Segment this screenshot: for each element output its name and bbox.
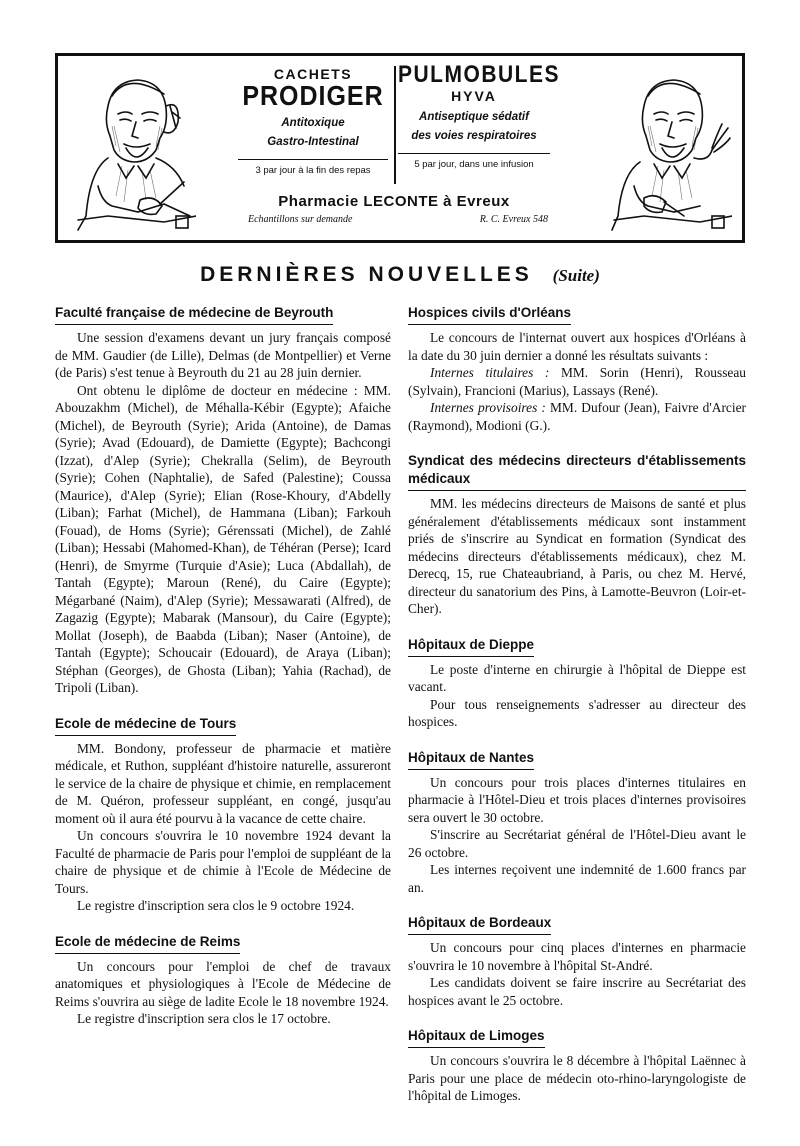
section-beyrouth xyxy=(55,304,391,697)
orleans-provisoires-label: Internes provisoires : xyxy=(430,400,546,415)
section-title-orleans: Hospices civils d'Orléans xyxy=(408,304,571,325)
advert-divider xyxy=(394,66,396,184)
prodiger-dosage: 3 par jour à la fin des repas xyxy=(238,159,388,176)
section-title-reims: Ecole de médecine de Reims xyxy=(55,933,240,954)
beyrouth-paragraph-1: Une session d'examens devant un jury français composé de MM. Gaudier (de Lille), Delmas (de Montpellier) et Verne (de Paris) s'est tenue à Beyrouth du 21 au 28 juin dernier. xyxy=(55,330,391,380)
orleans-titulaires-label: Internes titulaires : xyxy=(430,365,550,380)
section-syndicat xyxy=(408,452,746,618)
tours-paragraph-2: Un concours s'ouvrira le 10 novembre 1924 devant la Faculté de pharmacie de Paris pour l'emploi de suppléant de la chaire de physique et de chimie à l'Ecole de Médecine de Tours. xyxy=(55,828,391,896)
orleans-paragraph-1: Le concours de l'internat ouvert aux hospices d'Orléans à la date du 30 juin dernier a donné les résultats suivants : xyxy=(408,330,746,363)
section-tours xyxy=(55,715,391,915)
trade-registry: R. C. Evreux 548 xyxy=(479,214,548,225)
tours-paragraph-3: Le registre d'inscription sera clos le 9 octobre 1924. xyxy=(77,898,355,913)
samples-note: Echantillons sur demande xyxy=(248,214,353,225)
section-title-tours: Ecole de médecine de Tours xyxy=(55,715,236,736)
prodiger-desc-line-2: Gastro-Intestinal xyxy=(267,136,359,148)
section-title-limoges: Hôpitaux de Limoges xyxy=(408,1027,545,1048)
section-reims xyxy=(55,933,391,1028)
left-column xyxy=(55,304,391,1046)
section-nantes xyxy=(408,749,746,897)
reims-paragraph-2: Le registre d'inscription sera clos le 17 octobre. xyxy=(77,1011,331,1026)
nantes-paragraph-1: Un concours pour trois places d'internes titulaires en pharmacie à l'Hôtel-Dieu et trois places d'internes provisoires sera ouvert le 30 octobre. xyxy=(408,774,746,825)
pulmobules-desc-line-2: des voies respiratoires xyxy=(411,130,537,142)
orleans-titulaires xyxy=(408,364,746,399)
pulmobules-dosage: 5 par jour, dans une infusion xyxy=(398,153,550,170)
tours-paragraph-1: MM. Bondony, professeur de pharmacie et matière médicale, et Ruthon, suppléant d'histoire naturelle, assureront le service de la chaire de physique et chimie, en remplacement de M. Quéron, professeur suppléant, en congé, jusqu'au moment où il aura été pourvu à la vacance de cette chaire. xyxy=(55,740,391,826)
section-title-nantes: Hôpitaux de Nantes xyxy=(408,749,534,770)
portrait-illustration-right xyxy=(604,66,732,232)
page-title-text: DERNIÈRES NOUVELLES xyxy=(200,263,533,286)
section-limoges xyxy=(408,1027,746,1105)
advertisement-banner xyxy=(55,53,745,243)
bordeaux-paragraph-2: Les candidats doivent se faire inscrire au Secrétariat des hospices avant le 25 octobre. xyxy=(408,975,746,1008)
section-orleans xyxy=(408,304,746,434)
dieppe-paragraph-1: Le poste d'interne en chirurgie à l'hôpital de Dieppe est vacant. xyxy=(408,661,746,694)
right-column xyxy=(408,304,746,1123)
pulmobules-desc-line-1: Antiseptique sédatif xyxy=(419,111,529,123)
pharmacy-name: Pharmacie LECONTE à Evreux xyxy=(278,193,510,210)
page-title xyxy=(0,263,800,287)
prodiger-brand: PRODIGER xyxy=(242,80,384,112)
section-bordeaux xyxy=(408,914,746,1009)
section-title-beyrouth: Faculté française de médecine de Beyrouth xyxy=(55,304,333,325)
section-dieppe xyxy=(408,636,746,731)
pulmobules-subbrand: HYVA xyxy=(451,88,497,104)
section-title-dieppe: Hôpitaux de Dieppe xyxy=(408,636,534,657)
pharmacy-details xyxy=(248,214,548,225)
orleans-titulaires-names: MM. Sorin (Henri), Rousseau (Sylvain), Francioni (Marius), Lassays (René). xyxy=(408,365,746,398)
pulmobules-advert xyxy=(398,61,560,170)
syndicat-paragraph-1: MM. les médecins directeurs de Maisons de santé et plus généralement d'établissements médicaux sont instamment priés de s'inscrire au Syndicat en formation (Syndicat des médecins directeurs d'établissements médicaux), chez M. Derecq, 15, rue Chateaubriand, à Paris, ou chez M. Hervé, directeur du sanatorium des Pins, à Lamotte-Beuvron (Loir-et-Cher). xyxy=(408,496,746,616)
section-title-syndicat: Syndicat des médecins directeurs d'établissements médicaux xyxy=(408,452,746,491)
prodiger-advert xyxy=(238,62,388,176)
orleans-provisoires xyxy=(408,399,746,434)
prodiger-desc-line-1: Antitoxique xyxy=(281,117,345,129)
section-title-bordeaux: Hôpitaux de Bordeaux xyxy=(408,914,551,935)
beyrouth-paragraph-2: Ont obtenu le diplôme de docteur en médecine : MM. Abouzakhm (Michel), de Méhalla-Kébir (Egypte); Afaiche (Michel), de Beyrouth (Syrie); Arida (Antoine), de Damas (Syrie); Avad (Edouard), de Damiette (Egypte); Bachcongi (Izzat), d'Alep (Syrie); Chekralla (Selim), de Beyrouth (Syrie); Cohen (Naphtalie), de Safed (Palestine); Coussa (Maurice), d'Alep (Syrie); Elian (Rose-Khoury, d'Abdelly (Liban); Farhat (Michel), de Hammana (Liban); Farkouh (Fouad), de Homs (Syrie); Gérenssati (Michel), de Zahlé (Liban); Hessabi (Mahomed-Khan), de Téhéran (Perse); Icard (Henri), de Smyrme (Turquie d'Asie); Luca (Abdallah), de Tantah (Egypte); Maroun (René), du Caire (Egypte); Mégarbané (Naim), d'Alep (Syrie); Messawarati (Alfred), de Zagazig (Egypte); Mabarak (Mansour), du Caire (Egypte); Mollat (Joseph), de Baabda (Liban); Naser (Antoine), de Tantah (Egypte); Schoucair (Edouard), de Araya (Liban); Stéphan (Georges), de Ghosta (Liban); Yahia (Rachad), de Tripoli (Liban). xyxy=(55,382,391,695)
orleans-provisoires-names: MM. Dufour (Jean), Faivre d'Arcier (Raymond), Modioni (G.). xyxy=(408,400,746,433)
nantes-paragraph-3: Les internes reçoivent une indemnité de 1.600 francs par an. xyxy=(408,862,746,895)
pulmobules-brand: PULMOBULES xyxy=(398,61,560,88)
prodiger-description xyxy=(238,114,388,152)
nantes-paragraph-2: S'inscrire au Secrétariat général de l'Hôtel-Dieu avant le 26 octobre. xyxy=(408,827,746,860)
prodiger-kicker: CACHETS xyxy=(273,66,353,82)
bordeaux-paragraph-1: Un concours pour cinq places d'internes en pharmacie s'ouvrira le 10 novembre à l'hôpital St-André. xyxy=(408,940,746,973)
portrait-illustration-left xyxy=(68,66,196,232)
pulmobules-description xyxy=(398,108,550,146)
dieppe-paragraph-2: Pour tous renseignements s'adresser au directeur des hospices. xyxy=(408,696,746,729)
reims-paragraph-1: Un concours pour l'emploi de chef de travaux anatomiques et physiologiques à l'Ecole de Médecine de Reims s'ouvrira au siège de ladite Ecole le 18 novembre 1924. xyxy=(55,958,391,1009)
limoges-paragraph-1: Un concours s'ouvrira le 8 décembre à l'hôpital Laënnec à Paris pour une place de médecin oto-rhino-laryngologiste de l'hôpital de Limoges. xyxy=(408,1053,746,1103)
page-title-suffix: (Suite) xyxy=(552,266,600,285)
